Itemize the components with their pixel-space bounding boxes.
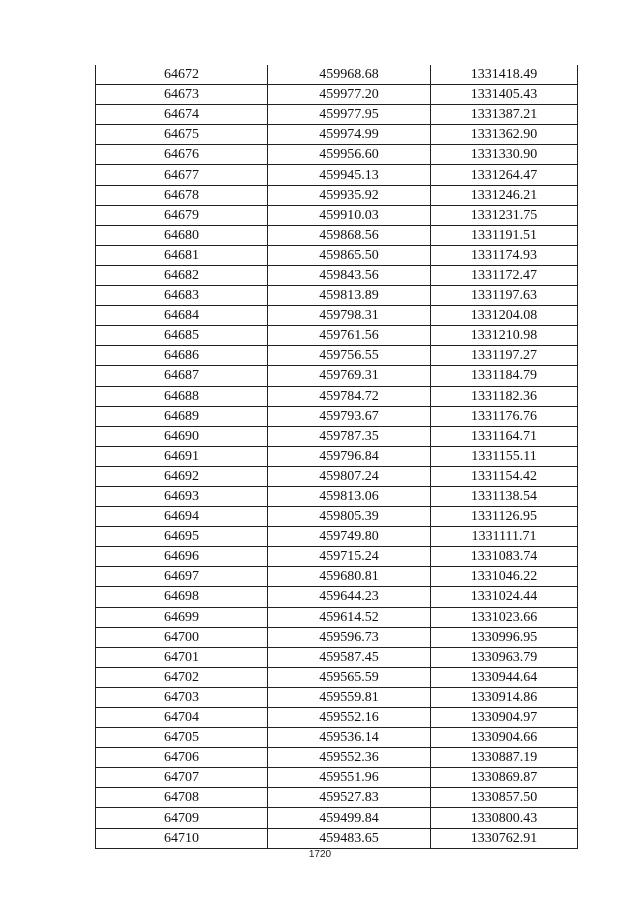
x-coordinate-cell: 459868.56 [268, 225, 431, 245]
x-coordinate-cell: 459552.36 [268, 748, 431, 768]
point-id-cell: 64683 [96, 286, 268, 306]
x-coordinate-cell: 459715.24 [268, 547, 431, 567]
point-id-cell: 64681 [96, 245, 268, 265]
table-row [96, 446, 578, 466]
table-row [96, 708, 578, 728]
point-id-cell: 64698 [96, 587, 268, 607]
table-row [96, 687, 578, 707]
table-row [96, 346, 578, 366]
table-row [96, 145, 578, 165]
x-coordinate-cell: 459769.31 [268, 366, 431, 386]
x-coordinate-cell: 459756.55 [268, 346, 431, 366]
y-coordinate-cell: 1331046.22 [431, 567, 578, 587]
y-coordinate-cell: 1331024.44 [431, 587, 578, 607]
table-row [96, 245, 578, 265]
table-row [96, 808, 578, 828]
point-id-cell: 64702 [96, 667, 268, 687]
table-row [96, 65, 578, 85]
point-id-cell: 64678 [96, 185, 268, 205]
y-coordinate-cell: 1331210.98 [431, 326, 578, 346]
point-id-cell: 64674 [96, 105, 268, 125]
point-id-cell: 64705 [96, 728, 268, 748]
point-id-cell: 64688 [96, 386, 268, 406]
coordinates-table [95, 65, 578, 849]
x-coordinate-cell: 459761.56 [268, 326, 431, 346]
y-coordinate-cell: 1330914.86 [431, 687, 578, 707]
point-id-cell: 64690 [96, 426, 268, 446]
x-coordinate-cell: 459499.84 [268, 808, 431, 828]
x-coordinate-cell: 459805.39 [268, 507, 431, 527]
x-coordinate-cell: 459614.52 [268, 607, 431, 627]
y-coordinate-cell: 1331126.95 [431, 507, 578, 527]
y-coordinate-cell: 1330963.79 [431, 647, 578, 667]
x-coordinate-cell: 459798.31 [268, 306, 431, 326]
point-id-cell: 64685 [96, 326, 268, 346]
y-coordinate-cell: 1331362.90 [431, 125, 578, 145]
point-id-cell: 64677 [96, 165, 268, 185]
table-row [96, 607, 578, 627]
x-coordinate-cell: 459910.03 [268, 205, 431, 225]
point-id-cell: 64676 [96, 145, 268, 165]
point-id-cell: 64704 [96, 708, 268, 728]
x-coordinate-cell: 459793.67 [268, 406, 431, 426]
table-row [96, 587, 578, 607]
point-id-cell: 64710 [96, 828, 268, 848]
point-id-cell: 64693 [96, 486, 268, 506]
y-coordinate-cell: 1330904.66 [431, 728, 578, 748]
y-coordinate-cell: 1331197.63 [431, 286, 578, 306]
x-coordinate-cell: 459527.83 [268, 788, 431, 808]
y-coordinate-cell: 1331264.47 [431, 165, 578, 185]
point-id-cell: 64673 [96, 85, 268, 105]
x-coordinate-cell: 459843.56 [268, 265, 431, 285]
table-row [96, 728, 578, 748]
point-id-cell: 64696 [96, 547, 268, 567]
x-coordinate-cell: 459551.96 [268, 768, 431, 788]
point-id-cell: 64692 [96, 466, 268, 486]
x-coordinate-cell: 459813.06 [268, 486, 431, 506]
table-row [96, 286, 578, 306]
point-id-cell: 64687 [96, 366, 268, 386]
y-coordinate-cell: 1331174.93 [431, 245, 578, 265]
y-coordinate-cell: 1330869.87 [431, 768, 578, 788]
point-id-cell: 64680 [96, 225, 268, 245]
point-id-cell: 64679 [96, 205, 268, 225]
page-number: 1720 [308, 849, 332, 860]
x-coordinate-cell: 459787.35 [268, 426, 431, 446]
x-coordinate-cell: 459536.14 [268, 728, 431, 748]
table-row [96, 165, 578, 185]
y-coordinate-cell: 1331184.79 [431, 366, 578, 386]
point-id-cell: 64672 [96, 65, 268, 85]
table-row [96, 205, 578, 225]
y-coordinate-cell: 1330887.19 [431, 748, 578, 768]
y-coordinate-cell: 1331418.49 [431, 65, 578, 85]
y-coordinate-cell: 1331154.42 [431, 466, 578, 486]
y-coordinate-cell: 1330857.50 [431, 788, 578, 808]
x-coordinate-cell: 459968.68 [268, 65, 431, 85]
point-id-cell: 64686 [96, 346, 268, 366]
coordinates-table-body [96, 65, 578, 848]
y-coordinate-cell: 1331083.74 [431, 547, 578, 567]
table-row [96, 406, 578, 426]
x-coordinate-cell: 459483.65 [268, 828, 431, 848]
x-coordinate-cell: 459935.92 [268, 185, 431, 205]
table-row [96, 185, 578, 205]
table-row [96, 748, 578, 768]
y-coordinate-cell: 1331155.11 [431, 446, 578, 466]
point-id-cell: 64691 [96, 446, 268, 466]
x-coordinate-cell: 459680.81 [268, 567, 431, 587]
table-row [96, 125, 578, 145]
x-coordinate-cell: 459977.95 [268, 105, 431, 125]
x-coordinate-cell: 459596.73 [268, 627, 431, 647]
point-id-cell: 64709 [96, 808, 268, 828]
y-coordinate-cell: 1331164.71 [431, 426, 578, 446]
table-row [96, 366, 578, 386]
table-row [96, 486, 578, 506]
point-id-cell: 64684 [96, 306, 268, 326]
y-coordinate-cell: 1331191.51 [431, 225, 578, 245]
table-row [96, 567, 578, 587]
y-coordinate-cell: 1330904.97 [431, 708, 578, 728]
x-coordinate-cell: 459956.60 [268, 145, 431, 165]
y-coordinate-cell: 1331172.47 [431, 265, 578, 285]
x-coordinate-cell: 459974.99 [268, 125, 431, 145]
x-coordinate-cell: 459796.84 [268, 446, 431, 466]
table-row [96, 306, 578, 326]
table-row [96, 326, 578, 346]
x-coordinate-cell: 459977.20 [268, 85, 431, 105]
point-id-cell: 64700 [96, 627, 268, 647]
y-coordinate-cell: 1331246.21 [431, 185, 578, 205]
x-coordinate-cell: 459807.24 [268, 466, 431, 486]
table-row [96, 667, 578, 687]
table-row [96, 265, 578, 285]
y-coordinate-cell: 1330800.43 [431, 808, 578, 828]
table-row [96, 426, 578, 446]
table-row [96, 507, 578, 527]
y-coordinate-cell: 1331231.75 [431, 205, 578, 225]
table-row [96, 768, 578, 788]
point-id-cell: 64675 [96, 125, 268, 145]
table-row [96, 105, 578, 125]
y-coordinate-cell: 1331138.54 [431, 486, 578, 506]
y-coordinate-cell: 1331111.71 [431, 527, 578, 547]
table-row [96, 828, 578, 848]
table-row [96, 85, 578, 105]
x-coordinate-cell: 459565.59 [268, 667, 431, 687]
point-id-cell: 64689 [96, 406, 268, 426]
point-id-cell: 64694 [96, 507, 268, 527]
x-coordinate-cell: 459813.89 [268, 286, 431, 306]
point-id-cell: 64707 [96, 768, 268, 788]
y-coordinate-cell: 1331176.76 [431, 406, 578, 426]
table-row [96, 386, 578, 406]
y-coordinate-cell: 1331330.90 [431, 145, 578, 165]
point-id-cell: 64682 [96, 265, 268, 285]
table-row [96, 466, 578, 486]
y-coordinate-cell: 1331405.43 [431, 85, 578, 105]
point-id-cell: 64699 [96, 607, 268, 627]
point-id-cell: 64695 [96, 527, 268, 547]
x-coordinate-cell: 459784.72 [268, 386, 431, 406]
table-row [96, 527, 578, 547]
x-coordinate-cell: 459587.45 [268, 647, 431, 667]
x-coordinate-cell: 459552.16 [268, 708, 431, 728]
y-coordinate-cell: 1330762.91 [431, 828, 578, 848]
table-row [96, 788, 578, 808]
point-id-cell: 64697 [96, 567, 268, 587]
point-id-cell: 64701 [96, 647, 268, 667]
y-coordinate-cell: 1331204.08 [431, 306, 578, 326]
point-id-cell: 64703 [96, 687, 268, 707]
x-coordinate-cell: 459749.80 [268, 527, 431, 547]
y-coordinate-cell: 1330944.64 [431, 667, 578, 687]
x-coordinate-cell: 459559.81 [268, 687, 431, 707]
y-coordinate-cell: 1331023.66 [431, 607, 578, 627]
table-row [96, 627, 578, 647]
y-coordinate-cell: 1331387.21 [431, 105, 578, 125]
table-row [96, 647, 578, 667]
y-coordinate-cell: 1330996.95 [431, 627, 578, 647]
x-coordinate-cell: 459865.50 [268, 245, 431, 265]
table-row [96, 225, 578, 245]
y-coordinate-cell: 1331182.36 [431, 386, 578, 406]
table-row [96, 547, 578, 567]
x-coordinate-cell: 459945.13 [268, 165, 431, 185]
point-id-cell: 64706 [96, 748, 268, 768]
y-coordinate-cell: 1331197.27 [431, 346, 578, 366]
point-id-cell: 64708 [96, 788, 268, 808]
x-coordinate-cell: 459644.23 [268, 587, 431, 607]
